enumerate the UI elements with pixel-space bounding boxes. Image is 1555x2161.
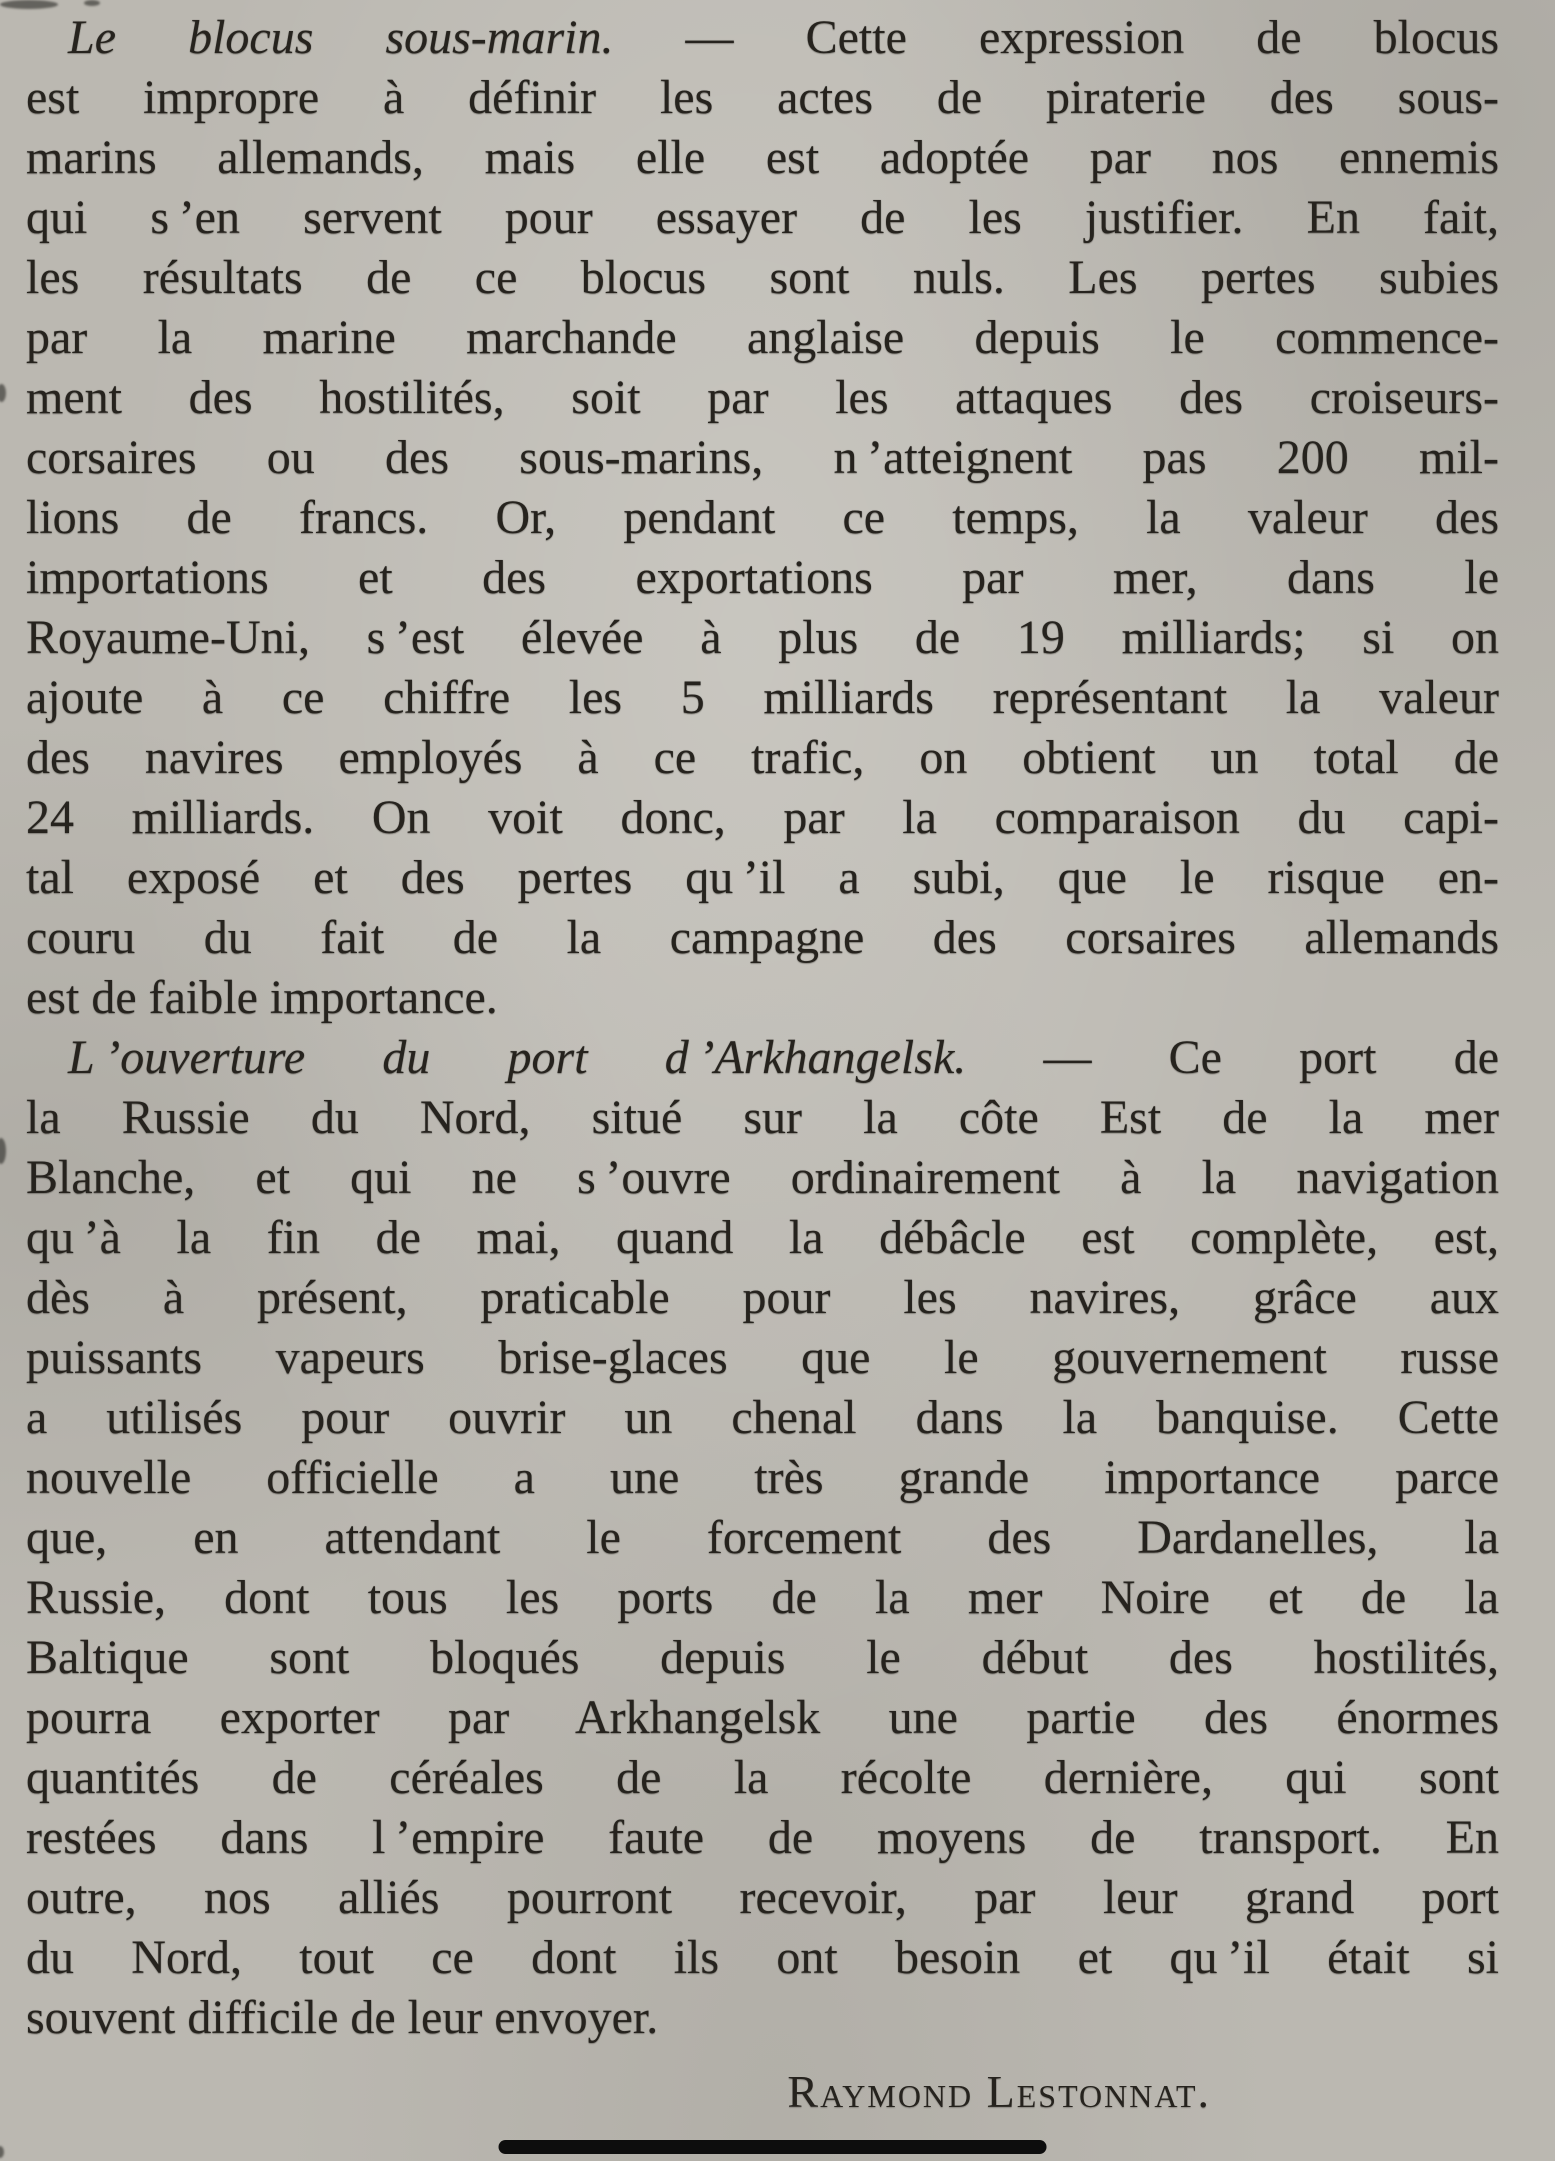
text-line: ment des hostilités, soit par les attaques des croiseurs- (26, 371, 1499, 424)
article-column (26, 8, 1499, 2122)
text-line: pourra exporter par Arkhangelsk une partie des énormes (26, 1691, 1499, 1744)
paper-speck (0, 2146, 4, 2158)
text-line: dès à présent, praticable pour les navires, grâce aux (26, 1271, 1499, 1324)
text-line: ajoute à ce chiffre les 5 milliards représentant la valeur (26, 671, 1499, 724)
text-line: corsaires ou des sous-marins, n ’atteignent pas 200 mil- (26, 431, 1499, 484)
text-line: tal exposé et des pertes qu ’il a subi, que le risque en- (26, 851, 1499, 904)
text-line: qui s ’en servent pour essayer de les justifier. En fait, (26, 191, 1499, 244)
text-line: importations et des exportations par mer, dans le (26, 551, 1499, 604)
text-line: puissants vapeurs brise-glaces que le gouvernement russe (26, 1331, 1499, 1384)
paper-speck (84, 0, 100, 6)
text-line: marins allemands, mais elle est adoptée par nos ennemis (26, 131, 1499, 184)
paper-speck (0, 1138, 6, 1164)
line-text: — Ce port de (1043, 1031, 1500, 1084)
text-line: par la marine marchande anglaise depuis le commence- (26, 311, 1499, 364)
text-line: Russie, dont tous les ports de la mer Noire et de la (26, 1571, 1499, 1624)
home-indicator[interactable] (498, 2140, 1046, 2154)
text-line: que, en attendant le forcement des Dardanelles, la (26, 1511, 1499, 1564)
text-line: Blanche, et qui ne s ’ouvre ordinairement à la navigation (26, 1151, 1499, 1204)
text-line: du Nord, tout ce dont ils ont besoin et qu ’il était si (26, 1931, 1499, 1984)
text-line: est de faible importance. (26, 971, 498, 1024)
text-line: des navires employés à ce trafic, on obtient un total de (26, 731, 1499, 784)
text-line: Royaume-Uni, s ’est élevée à plus de 19 milliards; si on (26, 611, 1499, 664)
text-line (26, 8, 1499, 68)
text-line: Baltique sont bloqués depuis le début des hostilités, (26, 1631, 1499, 1684)
paragraph-lead-italic: Le blocus sous-marin. (68, 11, 614, 64)
paragraph-lead-italic: L ’ouverture du port d ’Arkhangelsk. (68, 1031, 967, 1084)
author-signature: Raymond Lestonnat. (787, 2066, 1211, 2117)
text-line: est impropre à définir les actes de piraterie des sous- (26, 71, 1499, 124)
text-line: restées dans l ’empire faute de moyens de transport. En (26, 1811, 1499, 1864)
text-line: la Russie du Nord, situé sur la côte Est de la mer (26, 1091, 1499, 1144)
text-line: 24 milliards. On voit donc, par la comparaison du capi- (26, 791, 1499, 844)
text-line: les résultats de ce blocus sont nuls. Les pertes subies (26, 251, 1499, 304)
paper-speck (0, 384, 6, 402)
line-text: — Cette expression de blocus (685, 11, 1499, 64)
text-line: outre, nos alliés pourront recevoir, par leur grand port (26, 1871, 1499, 1924)
text-line: souvent difficile de leur envoyer. (26, 1991, 659, 2044)
text-line: a utilisés pour ouvrir un chenal dans la banquise. Cette (26, 1391, 1499, 1444)
text-line: nouvelle officielle a une très grande importance parce (26, 1451, 1499, 1504)
text-line: couru du fait de la campagne des corsaires allemands (26, 911, 1499, 964)
text-line: quantités de céréales de la récolte dernière, qui sont (26, 1751, 1499, 1804)
text-line: lions de francs. Or, pendant ce temps, la valeur des (26, 491, 1499, 544)
text-line: qu ’à la fin de mai, quand la débâcle est complète, est, (26, 1211, 1499, 1264)
paragraph-arkhangelsk (26, 1028, 1499, 2048)
text-line (26, 1028, 1499, 1088)
paragraph-blocus (26, 8, 1499, 1028)
